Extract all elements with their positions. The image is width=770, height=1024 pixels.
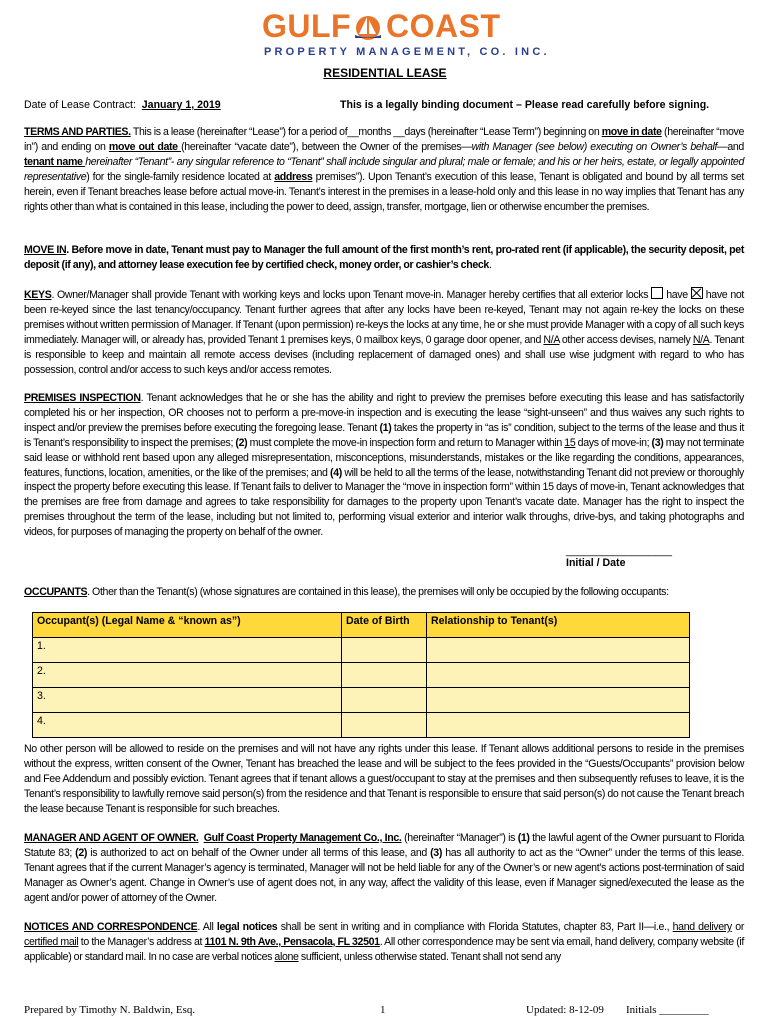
occupant-name-cell[interactable]: 3. xyxy=(33,688,342,713)
logo-subtitle: PROPERTY MANAGEMENT, CO. INC. xyxy=(264,46,550,58)
occupant-name-cell[interactable]: 1. xyxy=(33,638,342,663)
contract-date-line xyxy=(24,98,744,113)
initial-date-line[interactable]: __________________ xyxy=(566,545,673,557)
not-rekeyed-checkbox[interactable] xyxy=(651,287,663,299)
relationship-cell[interactable] xyxy=(427,688,690,713)
sailboat-icon xyxy=(353,14,383,40)
occupant-name-cell[interactable]: 2. xyxy=(33,663,342,688)
column-header: Occupant(s) (Legal Name & “known as”) xyxy=(33,613,342,638)
company-logo xyxy=(236,8,550,60)
initials-field[interactable]: Initials _________ xyxy=(626,1004,709,1016)
move-in-heading: MOVE IN xyxy=(24,244,67,256)
birth-date-cell[interactable] xyxy=(342,663,427,688)
birth-date-cell[interactable] xyxy=(342,713,427,738)
date-label: Date of Lease Contract: xyxy=(24,99,136,111)
logo-word-left: GULF xyxy=(262,8,352,44)
updated-date: Updated: 8-12-09 xyxy=(526,1004,604,1016)
binding-notice: This is a legally binding document – Please read carefully before signing. xyxy=(340,99,710,111)
table-header-row xyxy=(33,613,690,638)
table-row xyxy=(33,688,690,713)
occupants-table xyxy=(32,612,690,738)
manager-heading: MANAGER AND AGENT OF OWNER. xyxy=(24,832,199,844)
notices-section: NOTICES AND CORRESPONDENCE. All legal notices shall be sent in writing and in compliance with Florida Statutes, chapter 83, Part II—i.e., hand delivery or certified mail to the Manager’s address at 1101 N. 9th Ave., Pensacola, FL 32501. All other correspondence may be sent via email, hand delivery, company website (if applicable) or standard mail. In no case are verbal notices alone sufficient, unless otherwise stated. Tenant shall not send any xyxy=(24,921,745,963)
table-row xyxy=(33,638,690,663)
date-value: January 1, 2019 xyxy=(141,99,221,111)
birth-date-cell[interactable] xyxy=(342,688,427,713)
prepared-by: Prepared by Timothy N. Baldwin, Esq. xyxy=(24,1004,196,1016)
terms-heading: TERMS AND PARTIES. xyxy=(24,126,131,138)
column-header: Date of Birth xyxy=(342,613,427,638)
occupants-section: OCCUPANTS. Other than the Tenant(s) (whose signatures are contained in this lease), the premises will only be occupied by the following occupants: xyxy=(24,586,669,598)
move-in-section: MOVE IN. Before move in date, Tenant must pay to Manager the full amount of the first month’s rent, pro-rated rent (if applicable), the security deposit, pet deposit (if any), and attorney lease execution fee by certified check, money order, or cashier’s check. xyxy=(24,244,745,271)
keys-heading: KEYS xyxy=(24,289,52,301)
have-rekeyed-checkbox[interactable] xyxy=(691,287,703,299)
keys-section: KEYS. Owner/Manager shall provide Tenant with working keys and locks upon Tenant move-in. Manager hereby certifies that all exterior locks have have not been re-keyed since the last tenancy/occupancy. Tenant further agrees that after any locks have been re-keyed, Tenant may not again re-key the locks on these premises without written permission of Manager. If Tenant (upon permission) re-keys the locks at any time, he or she must provide Manager with a copy of all such keys immediately. Manager will, or already has, provided Tenant 1 premises keys, 0 mailbox keys, 0 garage door opener, and N/A other access devises, namely N/A. Tenant is responsible to keep and maintain all remote access devises (including replacement of damaged ones) and shall use wise judgment with regard to who has possession, control and/or access to such keys and/or access remotes. xyxy=(24,289,744,376)
document-title: RESIDENTIAL LEASE xyxy=(323,66,447,80)
page-number: 1 xyxy=(380,1004,386,1016)
table-row xyxy=(33,713,690,738)
relationship-cell[interactable] xyxy=(427,638,690,663)
occupants-heading: OCCUPANTS xyxy=(24,586,88,598)
birth-date-cell[interactable] xyxy=(342,638,427,663)
notices-heading: NOTICES AND CORRESPONDENCE xyxy=(24,921,198,933)
occupant-name-cell[interactable]: 4. xyxy=(33,713,342,738)
relationship-cell[interactable] xyxy=(427,663,690,688)
relationship-cell[interactable] xyxy=(427,713,690,738)
inspection-heading: PREMISES INSPECTION xyxy=(24,392,141,404)
initial-date-label: Initial / Date xyxy=(566,557,626,569)
table-row xyxy=(33,663,690,688)
no-other-persons-paragraph: No other person will be allowed to reside on the premises and will not have any rights under this lease. If Tenant allows additional persons to reside in the premises without the express, written consent of the Owner, Tenant has breached the lease and will be subject to the fees provided in the “Guests/Occupants” provision below and Fee Addendum and possibly eviction. Tenant agrees that if tenant allows a guest/occupant to stay at the premises and then subsequently refuses to leave, it is the Tenant’s responsibility to lawfully remove said person(s) from the residence and that Tenant is responsible to ensure that said person(s) do not cause the Tenant breach the lease because Tenant is responsible for such breaches. xyxy=(24,743,744,815)
inspection-section: PREMISES INSPECTION. Tenant acknowledges that he or she has the ability and right to preview the premises before executing this lease and has satisfactorily completed his or her inspection, OR chooses not to perform a pre-move-in inspection and is executing the lease “sight-unseen” and thus waives any such rights to inspect and/or preview the premises before executing the foregoing lease. Tenant (1) takes the property in “as is” condition, subject to the terms of the lease and thus it is Tenant’s responsibility to inspect the premises; (2) must complete the move-in inspection form and return to Manager within 15 days of move-in; (3) may not terminate said lease or withhold rent based upon any alleged misrepresentation, misconceptions, misunderstands, mistakes or the like regarding the conditions, appearances, features, functions, location, amenities, or the like of the premises; and (4) will be held to all the terms of the lease, notwithstanding Tenant did not preview or thoroughly inspect the property before executing this lease. If Tenant fails to deliver to Manager the “move in inspection form” within 15 days of move-in, Tenant acknowledges that the premises are free from damage and agrees to take responsibility for damages to the property upon Tenant’s vacate date. Manager has the right to inspect the premises throughout the term of the lease, including but not limited to, performing visual exterior and interior walk throughs, drive-bys, and taking photographs and videos, for purposes of managing the property on behalf of the owner. xyxy=(24,392,745,539)
terms-section: TERMS AND PARTIES. This is a lease (hereinafter “Lease”) for a period of__months __days (hereinafter “Lease Term”) beginning on move in date (hereinafter “move in”) and ending on move out date (hereinafter “vacate date”), between the Owner of the premises—with Manager (see below) executing on Owner’s behalf—and tenant name hereinafter “Tenant”- any singular reference to “Tenant” shall include singular and plural; male or female; and his or her heirs, estate, or legally appointed representative) for the single-family residence located at address premises”). Upon Tenant’s execution of this lease, Tenant is obligated and bound by all terms set herein, even if Tenant breaches lease before actual move-in. Tenant’s interest in the premises in a lease-hold only and this lease in no way implies that Tenant has any rights other than what is contained in this lease, including the power to deed, assign, transfer, mortgage, lien or otherwise encumber the premises. xyxy=(24,126,744,213)
column-header: Relationship to Tenant(s) xyxy=(427,613,690,638)
logo-word-right: COAST xyxy=(386,8,501,44)
manager-section: MANAGER AND AGENT OF OWNER. Gulf Coast Property Management Co., Inc. (hereinafter “Manager”) is (1) the lawful agent of the Owner pursuant to Florida Statute 83; (2) is authorized to act on behalf of the Owner under all terms of this lease, and (3) has all authority to act as the “Owner” under the terms of this lease. Tenant agrees that if the current Manager’s agency is terminated, Manager will not be held liable for any of the Owner’s or new agent’s actions post-termination of said Manager as Owner’s agent. Change in Owner’s use of agent does not, in any way, affect the validity of this lease, even if Manager signed/executed the lease as the agent and/or power of attorney of the Owner. xyxy=(24,832,744,904)
